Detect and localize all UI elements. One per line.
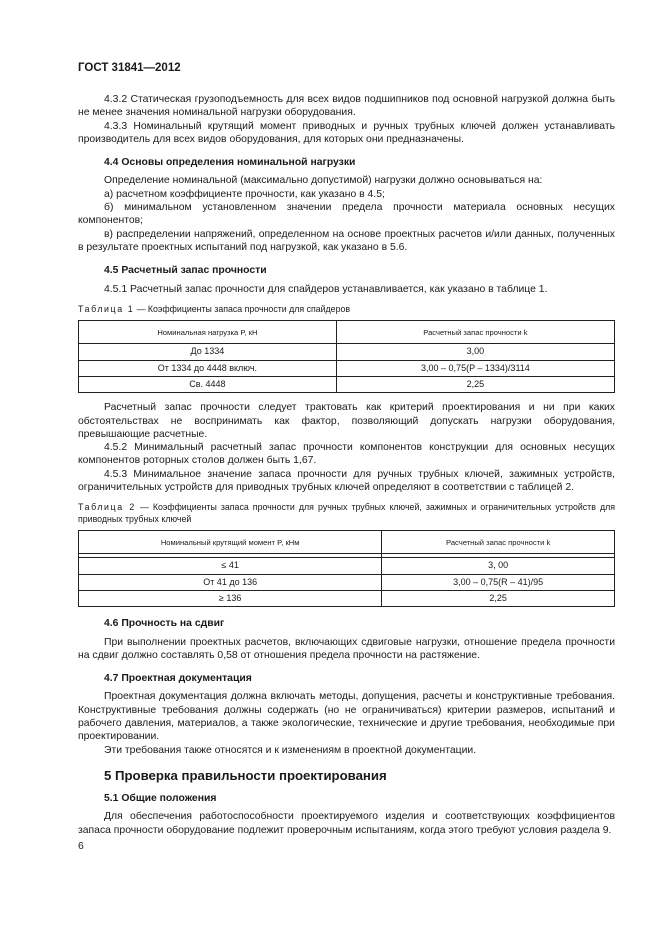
- paragraph-after-table1: Расчетный запас прочности следует трактовать как критерий проектирования и ни при каких обстоятельствах не воспринимать как фактор, позволяющий допускать нагрузки оборудования, превышающие расчетные.: [78, 402, 615, 440]
- table1-caption: [78, 304, 615, 316]
- paragraph-4-5-2: 4.5.2 Минимальный расчетный запас прочности компонентов конструкции для основных несущих компонентов роторных столов должен быть 1,67.: [78, 442, 615, 467]
- table1-cell: 2,25: [336, 376, 614, 392]
- table1-cell: 3,00: [336, 344, 614, 360]
- page-content: [78, 93, 615, 837]
- page-number: 6: [78, 841, 84, 852]
- table-row: [79, 590, 615, 606]
- standard-header: ГОСТ 31841—2012: [78, 62, 181, 74]
- section-5-heading: 5 Проверка правильности проектирования: [104, 767, 387, 783]
- section-4-4-item-b: б) минимальном установленном значении предела прочности материала основных несущих компонентов;: [78, 202, 615, 227]
- table1-caption-text: — Коэффициенты запаса прочности для спайдеров: [134, 303, 351, 314]
- table-row: [79, 574, 615, 590]
- table2-cell: ≥ 136: [79, 590, 382, 606]
- table1: [78, 320, 615, 393]
- table2-caption: [78, 502, 615, 525]
- table1-label: Таблица 1: [78, 303, 135, 314]
- paragraph-4-5-3: 4.5.3 Минимальное значение запаса прочности для ручных трубных ключей, зажимных устройств, ограничительных устройств для приводных трубных ключей определяют в соответствии с таблицей 2.: [78, 468, 615, 494]
- table2-header-factor: Расчетный запас прочности k: [382, 531, 615, 554]
- table2-cell: 3,00 – 0,75(R – 41)/95: [382, 574, 615, 590]
- table1-cell: От 1334 до 4448 включ.: [79, 360, 337, 376]
- section-4-4-item-a: а) расчетном коэффициенте прочности, как указано в 4.5;: [104, 188, 385, 200]
- table2-label: Таблица 2: [78, 502, 136, 513]
- table2-cell: От 41 до 136: [79, 574, 382, 590]
- table2-cell: ≤ 41: [79, 558, 382, 574]
- table-row: [79, 558, 615, 574]
- table2-header-row: [79, 531, 615, 554]
- section-4-6-heading: 4.6 Прочность на сдвиг: [104, 618, 225, 630]
- table-row: [79, 344, 615, 360]
- table2-header-torque: Номинальный крутящий момент P, кНм: [79, 531, 382, 554]
- section-5-1-text: Для обеспечения работоспособности проектируемого изделия и соответствующих коэффициентов запаса прочности оборудование подлежит проверочным испытаниям, когда этого требуют условия раздела 9.: [78, 811, 615, 836]
- section-4-5-heading: 4.5 Расчетный запас прочности: [104, 265, 267, 277]
- section-4-4-item-c: в) распределении напряжений, определенном на основе проектных расчетов и/или данных, полученных в результате проектных испытаний под нагрузкой, как указано в 5.6.: [78, 228, 615, 253]
- table1-header-row: [79, 321, 615, 344]
- section-4-7-text1: Проектная документация должна включать методы, допущения, расчеты и конструктивные требования. Конструктивные требования должны содержать (но не ограничиваться) критерии размеров, испытаний и рабочего давления, материалов, а также экологические, технические и другие требования, необходимые при проектировании.: [78, 691, 615, 743]
- table2-caption-text: — Коэффициенты запаса прочности для ручных трубных ключей, зажимных и ограничительных устройств для приводных трубных ключей: [78, 502, 615, 524]
- table1-cell: Св. 4448: [79, 376, 337, 392]
- paragraph-4-5-1: 4.5.1 Расчетный запас прочности для спайдеров устанавливается, как указано в таблице 1.: [104, 283, 548, 295]
- table2-cell: 3, 00: [382, 558, 615, 574]
- section-4-6-text: При выполнении проектных расчетов, включающих сдвиговые нагрузки, отношение предела прочности на сдвиг должно составлять 0,58 от отношения предела прочности на растяжение.: [78, 636, 615, 661]
- table-row: [79, 376, 615, 392]
- table2-cell: 2,25: [382, 590, 615, 606]
- table1-cell: 3,00 – 0,75(P – 1334)/3114: [336, 360, 614, 376]
- section-4-4-heading: 4.4 Основы определения номинальной нагрузки: [104, 157, 356, 169]
- table1-header-load: Номинальная нагрузка P, кН: [79, 321, 337, 344]
- table1-header-factor: Расчетный запас прочности k: [336, 321, 614, 344]
- section-4-7-heading: 4.7 Проектная документация: [104, 673, 252, 685]
- table2: [78, 530, 615, 607]
- paragraph-4-3-3: 4.3.3 Номинальный крутящий момент приводных и ручных трубных ключей должен устанавливать производитель для всех видов оборудования, для которых они предназначены.: [78, 120, 615, 145]
- table1-cell: До 1334: [79, 344, 337, 360]
- section-4-7-text2: Эти требования также относятся и к изменениям в проектной документации.: [104, 744, 477, 756]
- section-5-1-heading: 5.1 Общие положения: [104, 793, 217, 805]
- table-row: [79, 360, 615, 376]
- section-4-4-intro: Определение номинальной (максимально допустимой) нагрузки должно основываться на:: [104, 175, 543, 187]
- paragraph-4-3-2: 4.3.2 Статическая грузоподъемность для всех видов подшипников под основной нагрузкой должна быть не менее значения номинальной нагрузки оборудования.: [78, 94, 615, 119]
